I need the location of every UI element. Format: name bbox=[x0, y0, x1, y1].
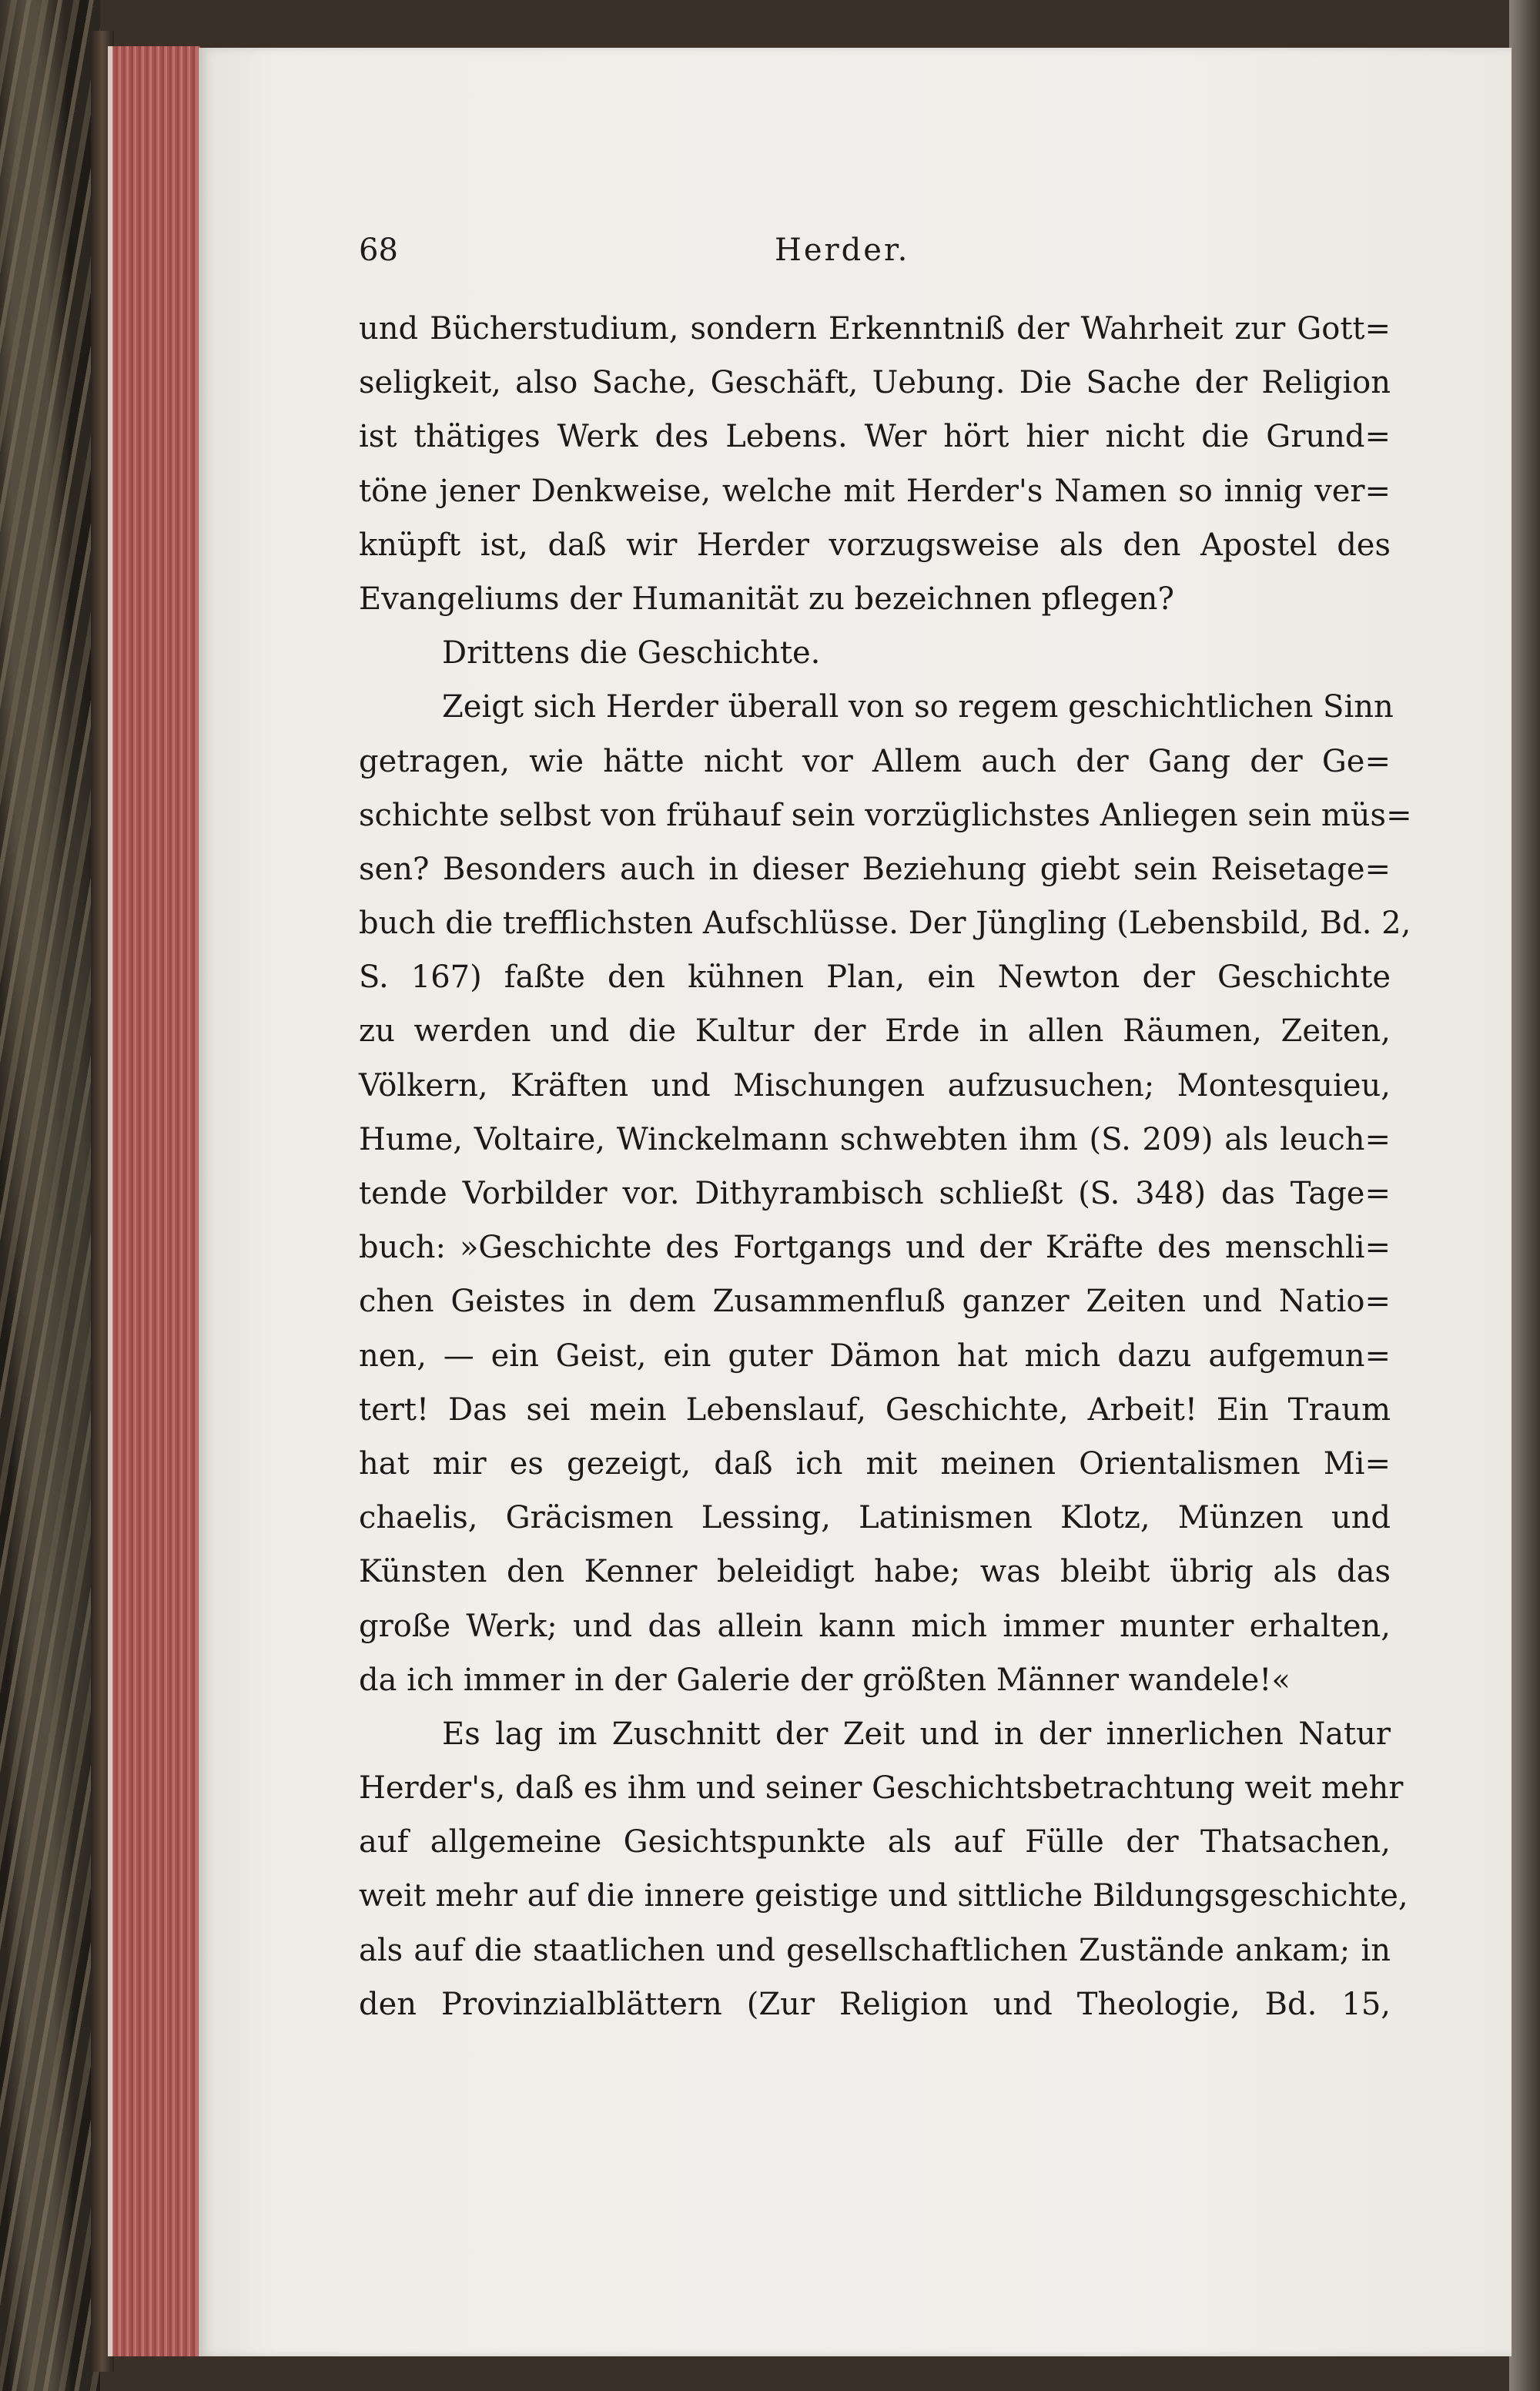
page-number: 68 bbox=[359, 233, 398, 268]
text-line: S. 167) faßte den kühnen Plan, ein Newton der Geschichte bbox=[359, 959, 1391, 996]
body-text bbox=[359, 302, 1412, 2031]
book-binding bbox=[0, 0, 100, 2391]
text-line: nen, — ein Geist, ein guter Dämon hat mich dazu aufgemun= bbox=[359, 1338, 1391, 1374]
text-line: da ich immer in der Galerie der größten Männer wandele!« bbox=[359, 1662, 1291, 1698]
running-head: Herder. bbox=[775, 233, 910, 268]
text-line: Es lag im Zuschnitt der Zeit und in der innerlichen Natur bbox=[442, 1716, 1391, 1752]
text-line: auf allgemeine Gesichtspunkte als auf Fülle der Thatsachen, bbox=[359, 1824, 1391, 1860]
text-line: ist thätiges Werk des Lebens. Wer hört hier nicht die Grund= bbox=[359, 419, 1391, 455]
text-line: Völkern, Kräften und Mischungen aufzusuchen; Montesquieu, bbox=[359, 1067, 1391, 1103]
page-header bbox=[359, 233, 1391, 279]
text-line: Zeigt sich Herder überall von so regem geschichtlichen Sinn bbox=[442, 689, 1394, 725]
text-line: buch: »Geschichte des Fortgangs und der Kräfte des menschli= bbox=[359, 1230, 1391, 1266]
text-line: chen Geistes in dem Zusammenfluß ganzer Zeiten und Natio= bbox=[359, 1284, 1391, 1320]
right-binding bbox=[1509, 0, 1540, 2391]
text-line: tert! Das sei mein Lebenslauf, Geschichte, Arbeit! Ein Traum bbox=[359, 1391, 1391, 1428]
text-line: Hume, Voltaire, Winckelmann schwebten ihm (S. 209) als leuch= bbox=[359, 1121, 1391, 1157]
text-line: Evangeliums der Humanität zu bezeichnen pflegen? bbox=[359, 581, 1174, 617]
text-line: sen? Besonders auch in dieser Beziehung giebt sein Reisetage= bbox=[359, 851, 1391, 887]
text-line: große Werk; und das allein kann mich immer munter erhalten, bbox=[359, 1608, 1391, 1644]
text-line: Herder's, daß es ihm und seiner Geschichtsbetrachtung weit mehr bbox=[359, 1770, 1404, 1807]
text-line: den Provinzialblättern (Zur Religion und Theologie, Bd. 15, bbox=[359, 1986, 1391, 2022]
text-line: buch die trefflichsten Aufschlüsse. Der Jüngling (Lebensbild, Bd. 2, bbox=[359, 906, 1411, 942]
text-line: tende Vorbilder vor. Dithyrambisch schließt (S. 348) das Tage= bbox=[359, 1176, 1391, 1211]
section-heading: Drittens die Geschichte. bbox=[442, 635, 821, 671]
text-line: chaelis, Gräcismen Lessing, Latinismen Klotz, Münzen und bbox=[359, 1500, 1391, 1536]
book-page bbox=[199, 48, 1512, 2356]
text-line: Künsten den Kenner beleidigt habe; was bleibt übrig als das bbox=[359, 1554, 1391, 1590]
text-line: und Bücherstudium, sondern Erkenntniß der Wahrheit zur Gott= bbox=[359, 311, 1391, 347]
text-line: als auf die staatlichen und gesellschaftlichen Zustände ankam; in bbox=[359, 1932, 1391, 1968]
page-edges bbox=[108, 46, 200, 2356]
text-line: weit mehr auf die innere geistige und sittliche Bildungsgeschichte, bbox=[359, 1878, 1408, 1914]
text-line: hat mir es gezeigt, daß ich mit meinen Orientalismen Mi= bbox=[359, 1445, 1391, 1482]
text-line: getragen, wie hätte nicht vor Allem auch der Gang der Ge= bbox=[359, 743, 1391, 779]
text-line: schichte selbst von frühauf sein vorzüglichstes Anliegen sein müs= bbox=[359, 797, 1412, 833]
text-line: seligkeit, also Sache, Geschäft, Uebung. Die Sache der Religion bbox=[359, 365, 1391, 401]
text-line: zu werden und die Kultur der Erde in allen Räumen, Zeiten, bbox=[359, 1013, 1391, 1050]
text-line: töne jener Denkweise, welche mit Herder's Namen so innig ver= bbox=[359, 473, 1391, 509]
text-line: knüpft ist, daß wir Herder vorzugsweise als den Apostel des bbox=[359, 527, 1391, 563]
